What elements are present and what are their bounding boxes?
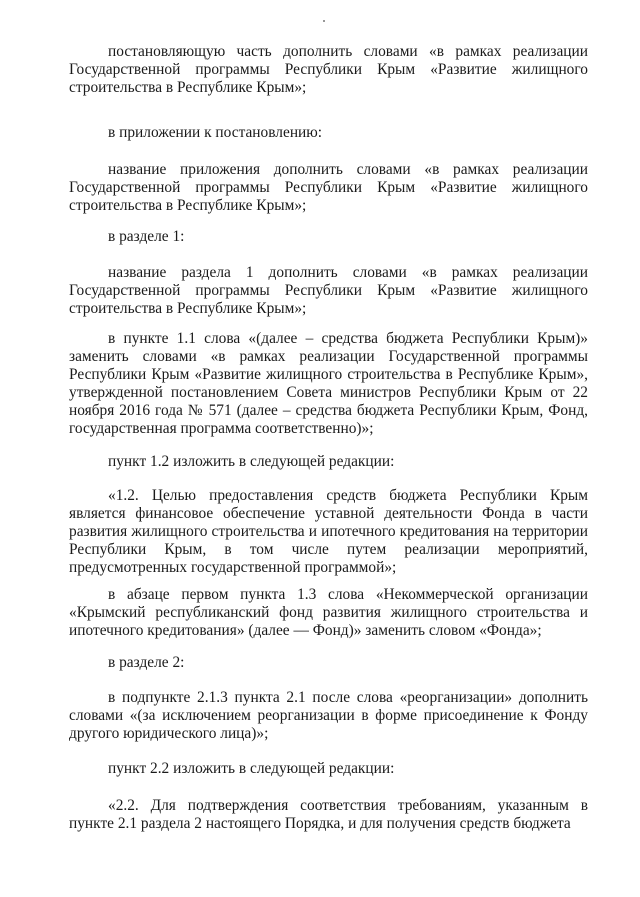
paragraph-operative-part: постановляющую часть дополнить словами «в рамках реализации Государственной программы Республики Крым «Развитие жилищного строительства в Республике Крым»;: [69, 43, 588, 96]
paragraph-item-1-2-text: «1.2. Целью предоставления средств бюджета Республики Крым является финансовое обеспечение уставной деятельности Фонда в части развития жилищного строительства и ипотечного кредитования на территории Республики Крым, в том числе путем реализации мероприятий, предусмотренных государственной программой»;: [69, 487, 588, 576]
paragraph-subitem-2-1-3: в подпункте 2.1.3 пункта 2.1 после слова «реорганизации» дополнить словами «(за исключением реорганизации в форме присоединение к Фонду другого юридического лица)»;: [69, 689, 588, 742]
paragraph-item-1-2-heading: пункт 1.2 изложить в следующей редакции:: [108, 453, 395, 470]
paragraph-section-1-heading: в разделе 1:: [108, 228, 185, 245]
paragraph-section-1-title: название раздела 1 дополнить словами «в рамках реализации Государственной программы Республики Крым «Развитие жилищного строительства в Республике Крым»;: [69, 264, 588, 317]
paragraph-item-1-1: в пункте 1.1 слова «(далее – средства бюджета Республики Крым)» заменить словами «в рамках реализации Государственной программы Республики Крым «Развитие жилищного строительства в Республике Крым», утвержденной постановлением Совета министров Республики Крым от 22 ноября 2016 года № 571 (далее – средства бюджета Республики Крым, Фонд, государственная программа соответственно)»;: [69, 330, 588, 437]
paragraph-annex-title: название приложения дополнить словами «в рамках реализации Государственной программы Республики Крым «Развитие жилищного строительства в Республике Крым»;: [69, 161, 588, 214]
paragraph-item-1-3: в абзаце первом пункта 1.3 слова «Некоммерческой организации «Крымский республиканский фонд развития жилищного строительства и ипотечного кредитования» (далее — Фонд)» заменить словом «Фонда»;: [69, 586, 588, 639]
paragraph-item-2-2-heading: пункт 2.2 изложить в следующей редакции:: [108, 760, 395, 777]
paragraph-section-2-heading: в разделе 2:: [108, 654, 185, 671]
paragraph-item-2-2-text: «2.2. Для подтверждения соответствия требованиям, указанным в пункте 2.1 раздела 2 настоящего Порядка, и для получения средств бюджета: [69, 797, 588, 832]
scan-mark: [323, 20, 325, 22]
paragraph-annex-heading: в приложении к постановлению:: [108, 124, 323, 141]
